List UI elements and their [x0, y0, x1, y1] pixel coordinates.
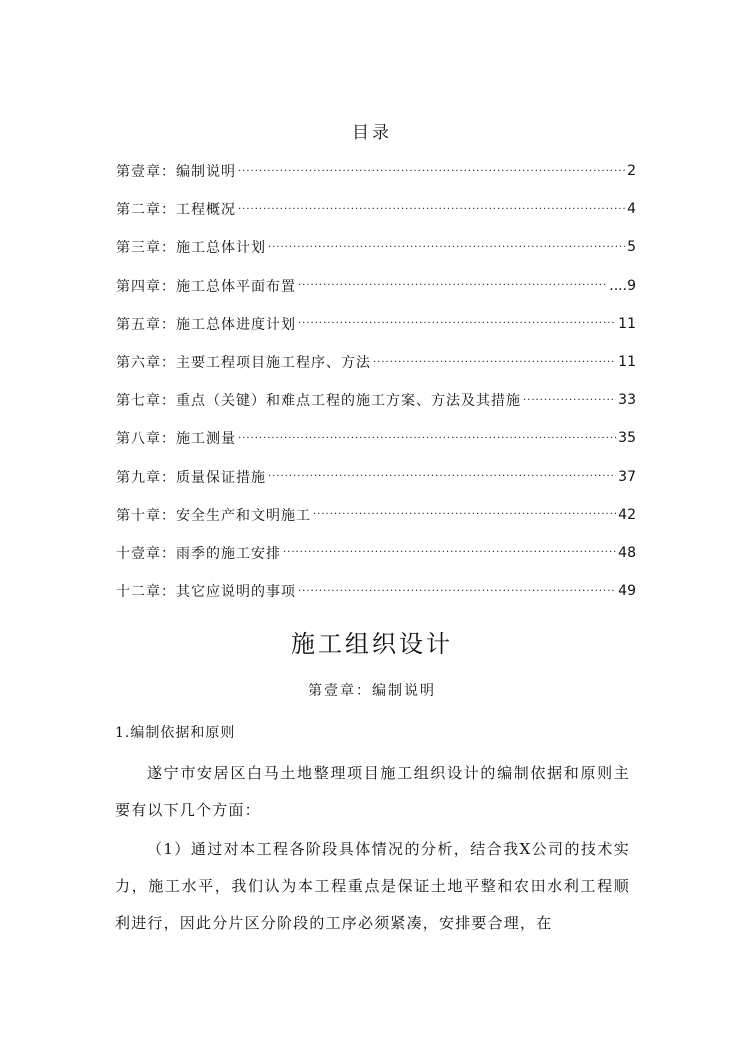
toc-item-label: 第六章：主要工程项目施工程序、方法: [116, 355, 371, 372]
toc-item[interactable]: [116, 496, 636, 534]
toc-item[interactable]: [116, 267, 636, 305]
toc-item-page: ....9: [609, 277, 636, 294]
toc-leader-dots: [313, 509, 616, 520]
toc-item[interactable]: [116, 343, 636, 381]
toc-leader-dots: [298, 280, 607, 291]
toc-leader-dots: [238, 166, 625, 177]
toc-item[interactable]: [116, 228, 636, 266]
toc-item-label: 第三章：施工总体计划: [116, 240, 266, 257]
toc-item-label: 第八章：施工测量: [116, 431, 236, 448]
toc-item-label: 第九章：质量保证措施: [116, 469, 266, 486]
toc-item-page: 11: [618, 354, 636, 371]
toc-item[interactable]: [116, 419, 636, 457]
toc-item-page: 49: [618, 583, 636, 600]
toc-item-label: 第壹章：编制说明: [116, 164, 236, 181]
section-heading: 1.编制依据和原则: [115, 725, 236, 741]
toc-item[interactable]: [116, 152, 636, 190]
body-paragraph: （1）通过对本工程各阶段具体情况的分析，结合我X公司的技术实力，施工水平，我们认为本工程重点是保证土地平整和农田水利工程顺利进行，因此分片区分阶段的工序必须紧凑，安排要合理，在: [115, 840, 630, 932]
toc-leader-dots: [523, 395, 616, 406]
toc-item[interactable]: [116, 305, 636, 343]
toc-item[interactable]: [116, 534, 636, 572]
toc-item[interactable]: [116, 458, 636, 496]
toc-item-label: 十二章：其它应说明的事项: [116, 584, 296, 601]
toc-item-label: 第五章：施工总体进度计划: [116, 316, 296, 333]
toc-item-page: 35: [618, 430, 636, 447]
toc-leader-dots: [268, 242, 625, 253]
toc-leader-dots: [298, 586, 616, 597]
toc-leader-dots: [298, 318, 616, 329]
toc-item-page: 42: [618, 506, 636, 523]
toc-leader-dots: [268, 471, 616, 482]
toc-title: 目录: [352, 123, 392, 143]
document-title: 施工组织设计: [291, 630, 453, 658]
toc-item-label: 第十章：安全生产和文明施工: [116, 507, 311, 524]
body-paragraph: 遂宁市安居区白马土地整理项目施工组织设计的编制依据和原则主要有以下几个方面：: [115, 764, 630, 819]
toc-item-label: 第七章：重点（关键）和难点工程的施工方案、方法及其措施: [116, 393, 521, 410]
toc-item-page: 48: [618, 544, 636, 561]
toc-leader-dots: [238, 204, 625, 215]
toc-item-label: 第二章：工程概况: [116, 202, 236, 219]
toc-item-page: 37: [618, 468, 636, 485]
toc-leader-dots: [238, 433, 616, 444]
toc-item-page: 5: [627, 239, 636, 256]
toc-item-label: 第四章：施工总体平面布置: [116, 278, 296, 295]
toc-leader-dots: [373, 357, 616, 368]
toc-item-page: 2: [627, 163, 636, 180]
toc-item[interactable]: [116, 190, 636, 228]
toc-leader-dots: [283, 547, 616, 558]
chapter-heading: 第壹章：编制说明: [308, 683, 436, 699]
toc-item-label: 十壹章：雨季的施工安排: [116, 545, 281, 562]
toc-item-page: 4: [627, 201, 636, 218]
toc-item-page: 11: [618, 315, 636, 332]
toc-item[interactable]: [116, 572, 636, 610]
toc-item[interactable]: [116, 381, 636, 419]
table-of-contents: [116, 152, 636, 610]
toc-item-page: 33: [618, 392, 636, 409]
